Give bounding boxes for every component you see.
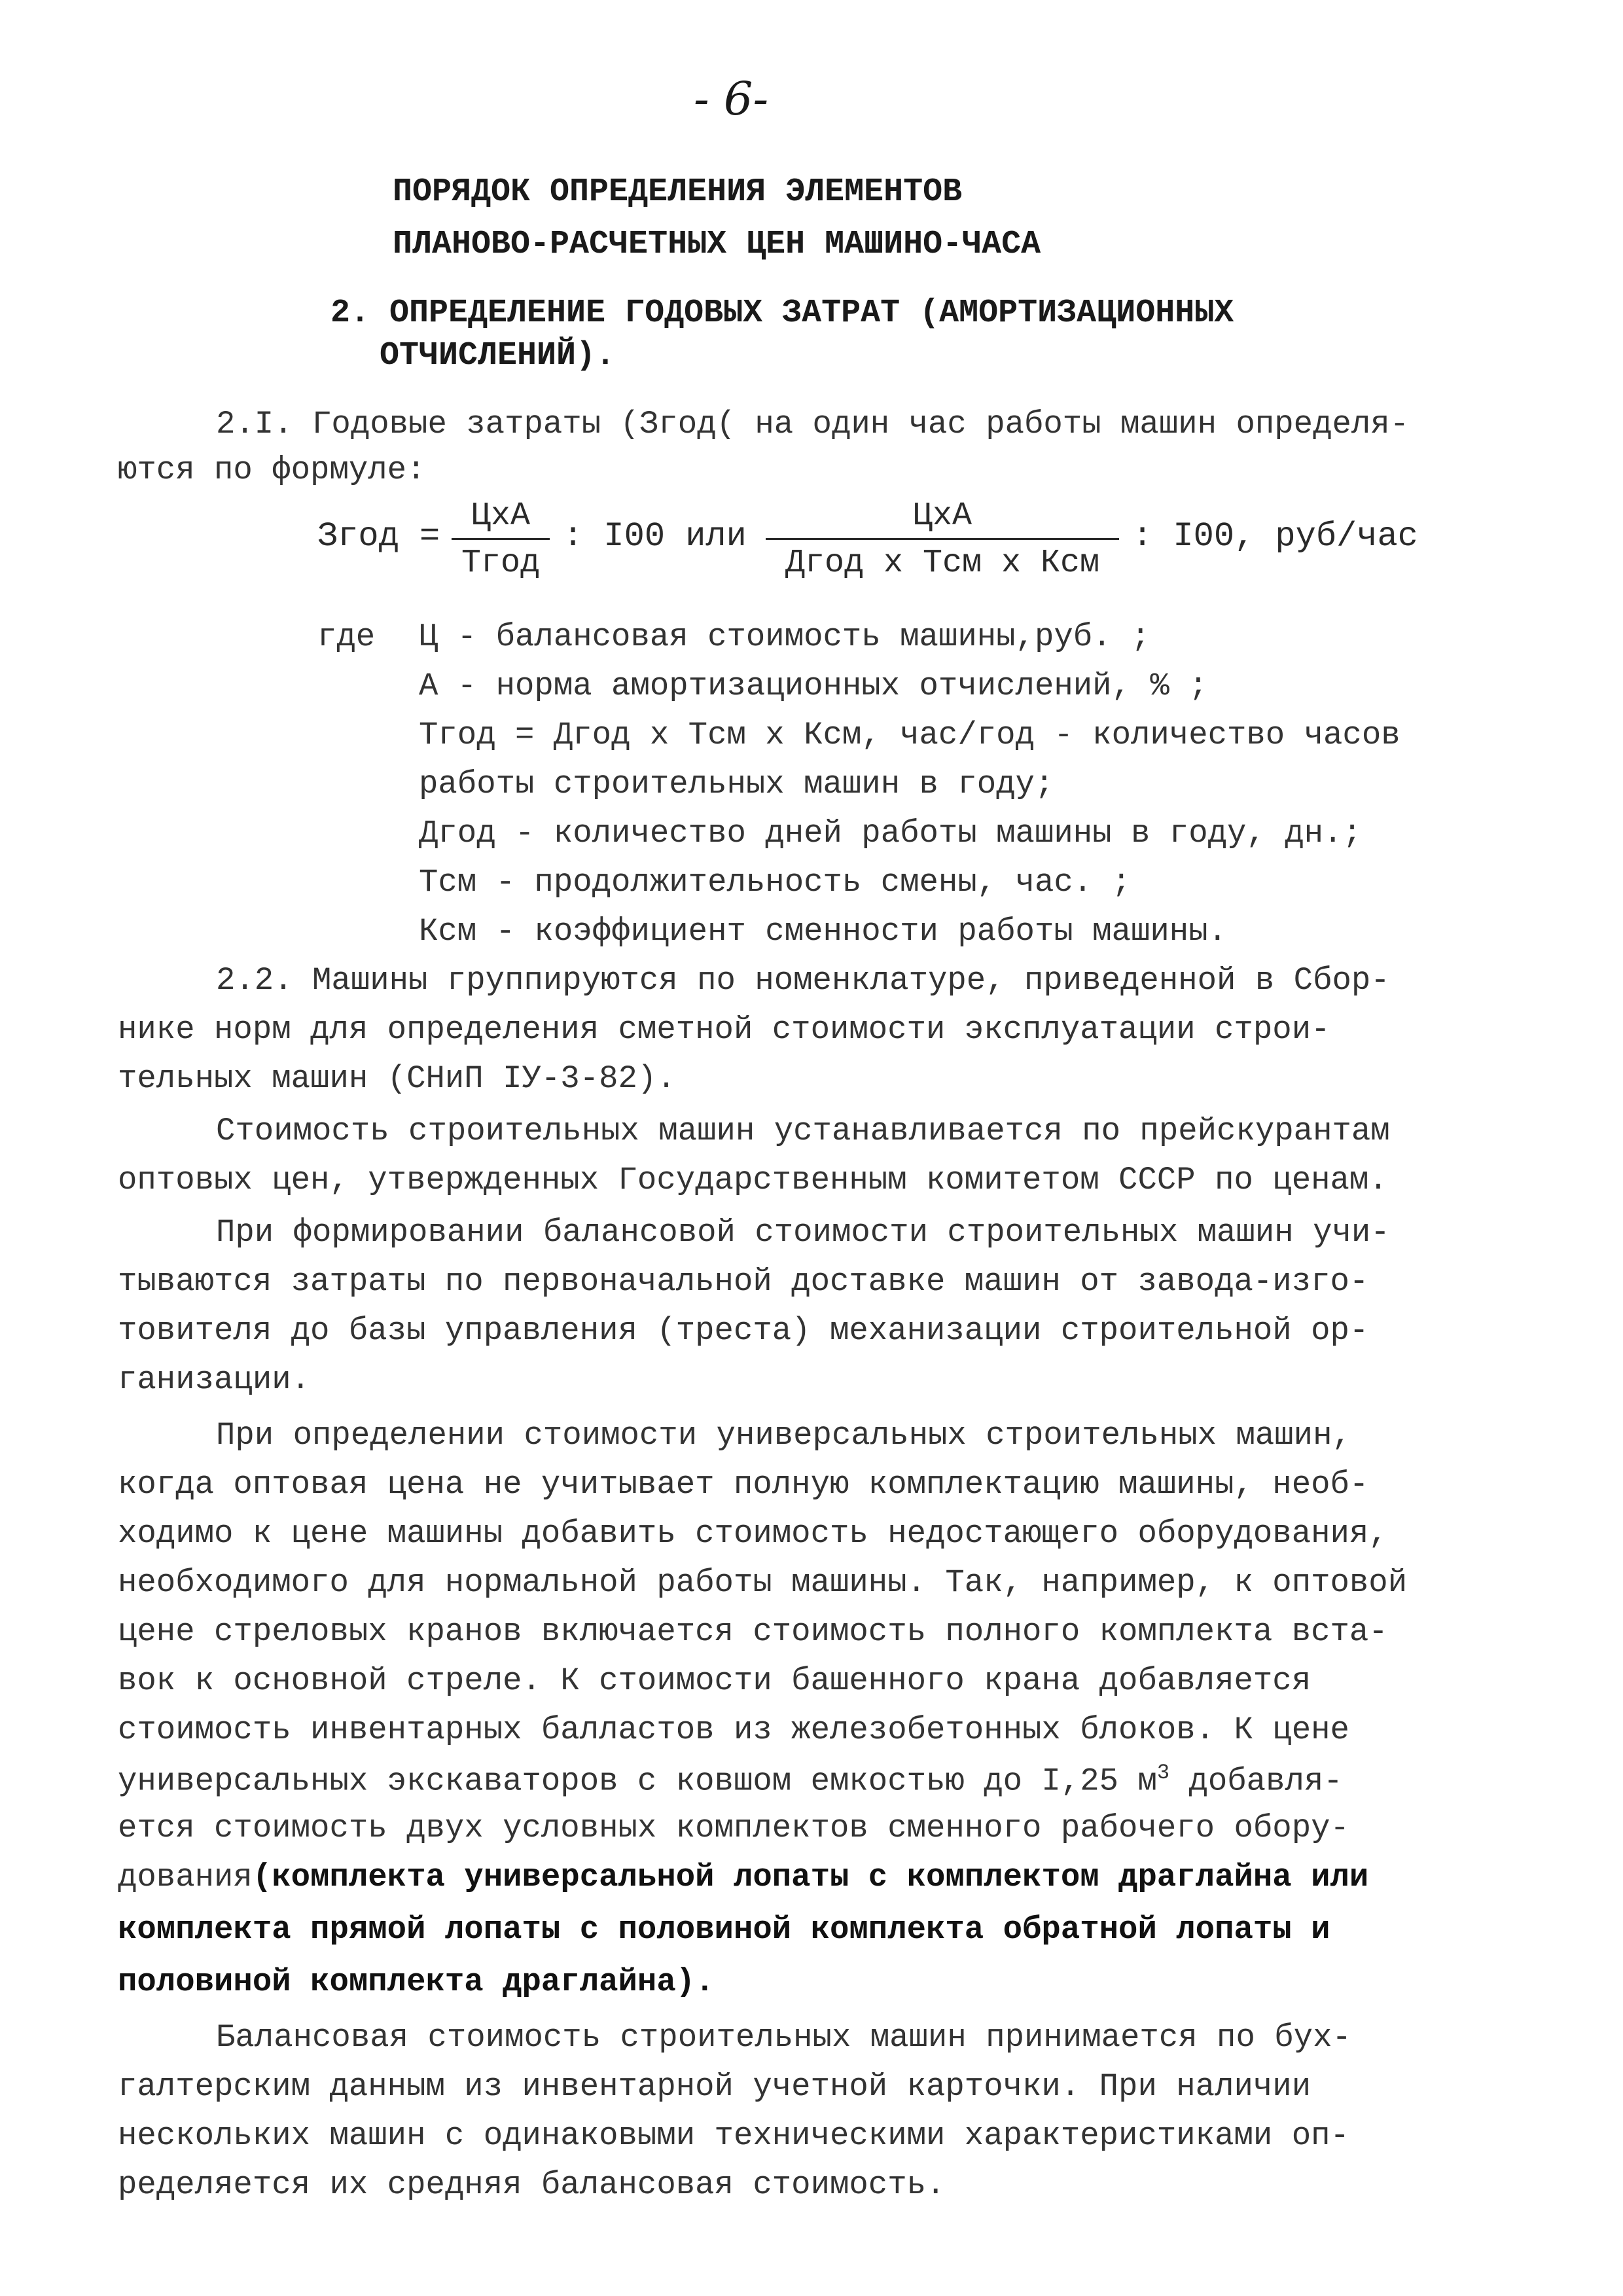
para-2-2-line-3: тельных машин (СНиП IУ-3-82). bbox=[118, 1060, 676, 1097]
definition-c: Ц - балансовая стоимость машины,руб. ; bbox=[419, 619, 1150, 655]
para-universal-line-4: необходимого для нормальной работы машины. Так, например, к оптовой bbox=[118, 1564, 1408, 1601]
para-universal-line-12: половиной комплекта драглайна). bbox=[118, 1964, 715, 2000]
para-universal-line-8b: добавля- bbox=[1169, 1763, 1343, 1800]
para-universal-line-10b: (комплекта универсальной лопаты с комплектом драглайна или bbox=[252, 1859, 1369, 1895]
para-universal-line-8 bbox=[118, 1761, 1343, 1799]
para-universal-line-2: когда оптовая цена не учитывает полную комплектацию машины, необ- bbox=[118, 1466, 1369, 1503]
formula-frac1-numerator: ЦхА bbox=[471, 497, 530, 535]
para-form-line-1: При формировании балансовой стоимости строительных машин учи- bbox=[216, 1214, 1390, 1251]
para-cost-line-1: Стоимость строительных машин устанавливается по прейскурантам bbox=[216, 1113, 1390, 1149]
para-universal-line-7: стоимость инвентарных балластов из железобетонных блоков. К цене bbox=[118, 1712, 1349, 1748]
definition-tsm: Тсм - продолжительность смены, час. ; bbox=[419, 864, 1131, 901]
formula-tail: : I00, руб/час bbox=[1132, 517, 1418, 556]
section-heading-line-1: 2. ОПРЕДЕЛЕНИЕ ГОДОВЫХ ЗАТРАТ (АМОРТИЗАЦИОННЫХ bbox=[330, 295, 1234, 332]
para-universal-line-11: комплекта прямой лопаты с половиной комплекта обратной лопаты и bbox=[118, 1911, 1330, 1948]
para-balance-line-1: Балансовая стоимость строительных машин принимается по бух- bbox=[216, 2019, 1351, 2056]
para-2-2-line-2: нике норм для определения сметной стоимости эксплуатации строи- bbox=[118, 1011, 1330, 1048]
para-universal-line-10a: дования bbox=[118, 1859, 253, 1895]
definition-ksm: Ксм - коэффициент сменности работы машины. bbox=[419, 913, 1228, 950]
formula-frac2-numerator: ЦхА bbox=[912, 497, 972, 535]
para-2-1-line-1: 2.I. Годовые затраты (Згод( на один час работы машин определя- bbox=[216, 406, 1410, 442]
para-universal-line-3: ходимо к цене машины добавить стоимость недостающего оборудования, bbox=[118, 1515, 1388, 1552]
formula-frac2-bar bbox=[766, 538, 1119, 540]
section-heading-line-2: ОТЧИСЛЕНИЙ). bbox=[380, 337, 616, 374]
para-universal-line-8a: универсальных экскаваторов с ковшом емкостью до I,25 м bbox=[118, 1763, 1157, 1800]
heading-line-2: ПЛАНОВО-РАСЧЕТНЫХ ЦЕН МАШИНО-ЧАСА bbox=[393, 226, 1041, 263]
para-cost-line-2: оптовых цен, утвержденных Государственным комитетом СССР по ценам. bbox=[118, 1162, 1388, 1198]
formula-frac2-denominator: Дгод х Тсм х Ксм bbox=[785, 545, 1100, 582]
definition-tgod-cont: работы строительных машин в году; bbox=[419, 766, 1054, 802]
definition-dgod: Дгод - количество дней работы машины в году, дн.; bbox=[419, 815, 1362, 852]
para-form-line-4: ганизации. bbox=[118, 1361, 311, 1398]
definition-tgod: Тгод = Дгод х Тсм х Ксм, час/год - количество часов bbox=[419, 717, 1400, 753]
heading-line-1: ПОРЯДОК ОПРЕДЕЛЕНИЯ ЭЛЕМЕНТОВ bbox=[393, 173, 963, 211]
definitions-where: где bbox=[317, 619, 376, 655]
para-form-line-3: товителя до базы управления (треста) механизации строительной ор- bbox=[118, 1312, 1369, 1349]
formula-frac1-bar bbox=[452, 538, 550, 540]
para-2-1-line-2: ются по формуле: bbox=[118, 452, 426, 488]
formula-lhs: Згод = bbox=[317, 517, 440, 556]
para-universal-line-9: ется стоимость двух условных комплектов сменного рабочего обору- bbox=[118, 1810, 1349, 1846]
para-universal-line-5: цене стреловых кранов включается стоимость полного комплекта вста- bbox=[118, 1613, 1388, 1650]
para-balance-line-4: ределяется их средняя балансовая стоимость. bbox=[118, 2166, 946, 2203]
page-number: - 6- bbox=[694, 72, 769, 126]
formula-separator: : I00 или bbox=[563, 517, 747, 556]
para-balance-line-3: нескольких машин с одинаковыми техническими характеристиками оп- bbox=[118, 2117, 1349, 2154]
formula-frac1-denominator: Тгод bbox=[461, 545, 541, 582]
para-balance-line-2: галтерским данным из инвентарной учетной карточки. При наличии bbox=[118, 2068, 1311, 2105]
para-universal-line-10 bbox=[118, 1859, 1368, 1895]
definition-a: А - норма амортизационных отчислений, % ; bbox=[419, 668, 1208, 704]
para-universal-line-1: При определении стоимости универсальных строительных машин, bbox=[216, 1417, 1351, 1454]
para-universal-line-6: вок к основной стреле. К стоимости башенного крана добавляется bbox=[118, 1662, 1311, 1699]
cubic-superscript: 3 bbox=[1156, 1761, 1170, 1785]
para-2-2-line-1: 2.2. Машины группируются по номенклатуре, приведенной в Сбор- bbox=[216, 962, 1390, 999]
para-form-line-2: тываются затраты по первоначальной доставке машин от завода-изго- bbox=[118, 1263, 1369, 1300]
